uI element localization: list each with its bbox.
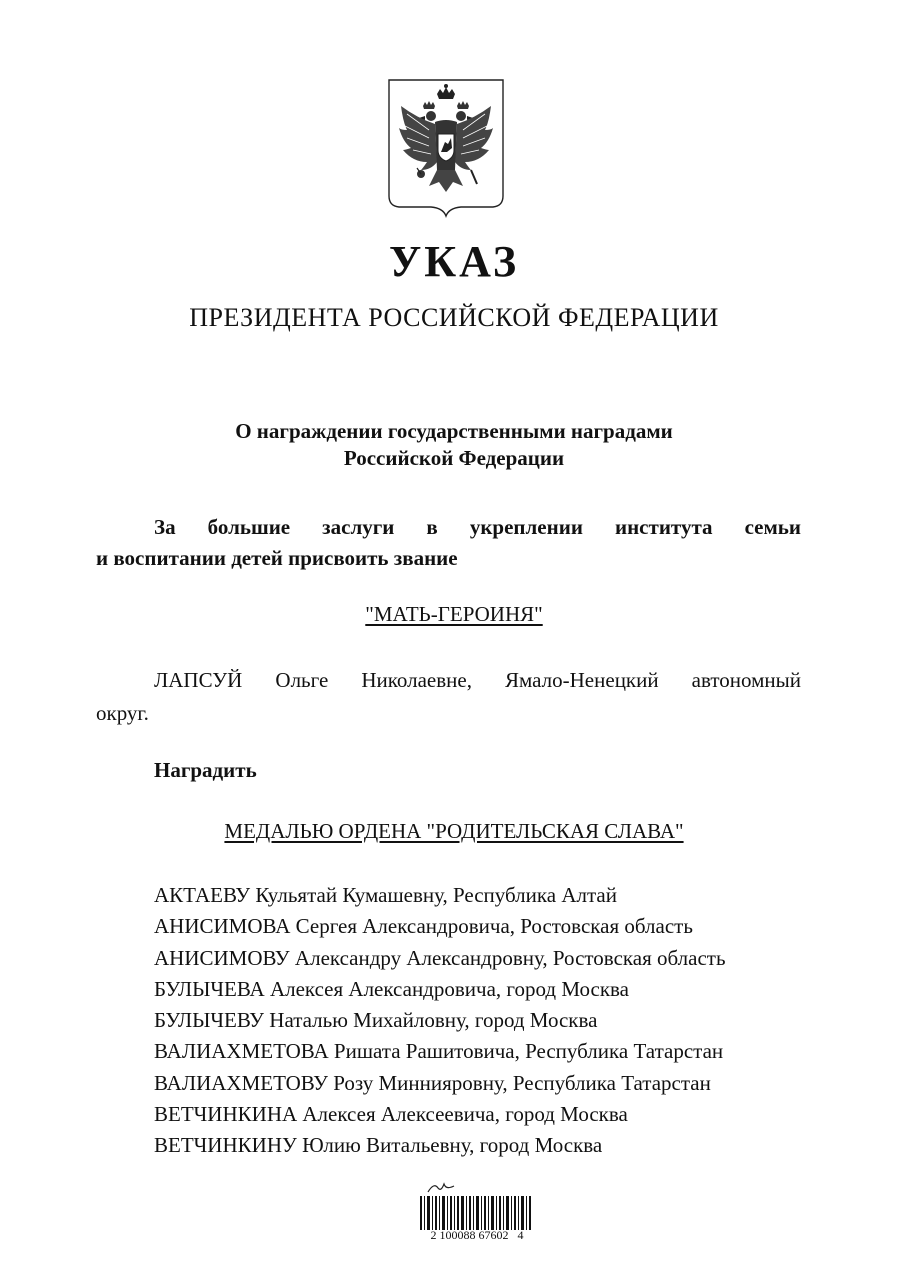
intro-line-1: За большие заслуги в укреплении института семьи [154,515,801,539]
intro-paragraph [96,512,801,574]
barcode-number: 2 100088 67602 4 [430,1228,524,1242]
recipient-line-1: ЛАПСУЙ Ольге Николаевне, Ямало-Ненецкий автономный [154,668,801,692]
heading-line-1: О награждении государственными наградами [235,419,673,443]
coat-of-arms-emblem-icon [387,78,505,218]
award-title-text: МЕДАЛЬЮ ОРДЕНА "РОДИТЕЛЬСКАЯ СЛАВА" [224,819,684,843]
heading-line-2: Российской Федерации [343,446,565,470]
intro-line-2: и воспитании детей присвоить звание [96,546,458,570]
list-item: АНИСИМОВУ Александру Александровну, Ростовская область [154,945,726,970]
awardee-list [154,880,726,1162]
award-title-text: "МАТЬ-ГЕРОИНЯ" [365,602,543,626]
document-type-title: УКАЗ [388,237,520,286]
issuer-subtitle: ПРЕЗИДЕНТА РОССИЙСКОЙ ФЕДЕРАЦИИ [189,303,719,332]
award-verb: Наградить [154,758,257,782]
list-item: ВЕТЧИНКИНУ Юлию Витальевну, город Москва [154,1133,603,1158]
award-title-mother-heroine [0,602,908,627]
list-item: ВАЛИАХМЕТОВУ Розу Миннияровну, Республика Татарстан [154,1070,711,1095]
list-item: ВЕТЧИНКИНА Алексея Алексеевича, город Москва [154,1102,628,1127]
list-item: БУЛЫЧЕВУ Наталью Михайловну, город Москва [154,1008,598,1033]
barcode-icon [420,1196,532,1230]
list-item: БУЛЫЧЕВА Алексея Александровича, город Москва [154,976,629,1001]
list-item: АНИСИМОВА Сергея Александровича, Ростовская область [154,914,693,939]
document-footer [412,1180,542,1250]
recipient-paragraph [96,664,801,730]
signature-mark-icon [426,1180,456,1194]
list-item: ВАЛИАХМЕТОВА Ришата Рашитовича, Республика Татарстан [154,1039,724,1064]
decree-subject-heading [0,418,908,472]
list-item: АКТАЕВУ Кульятай Кумашевну, Республика Алтай [154,883,617,907]
award-title-parental-glory-medal [0,819,908,844]
recipient-line-2: округ. [96,701,149,725]
